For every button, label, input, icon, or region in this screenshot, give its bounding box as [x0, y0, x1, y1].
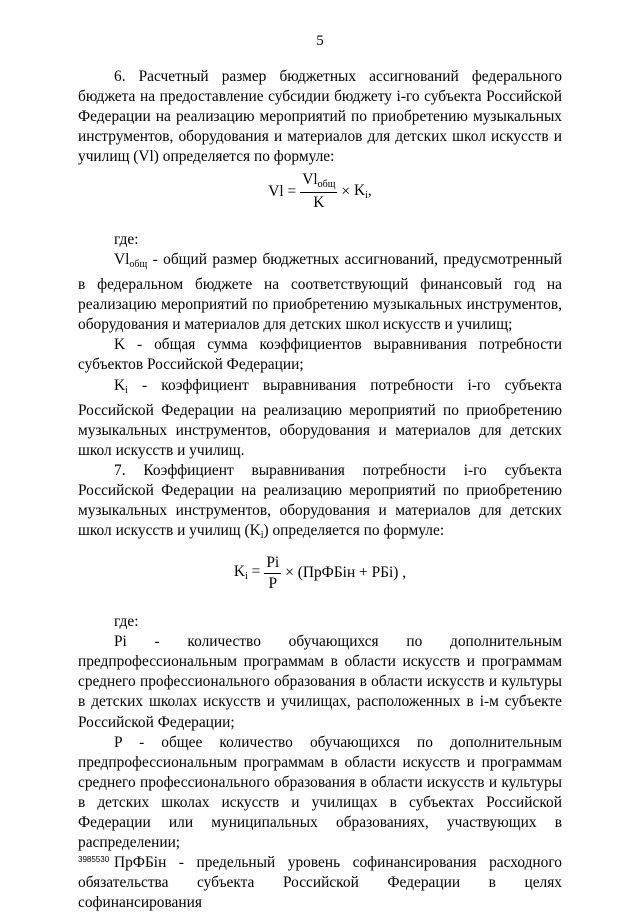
formula-vl-ki: [350, 183, 372, 201]
document-id: 3985530: [78, 855, 110, 864]
ki-tail-text: (ПрФБiн + PБi) ,: [297, 564, 407, 582]
formula-vl-denominator: K: [313, 194, 325, 212]
ki-lhs-subscript: i: [245, 571, 248, 583]
formula-ki-numerator: Pi: [264, 555, 281, 573]
page-number: 5: [316, 33, 324, 49]
definition-vl-obsh: [78, 250, 562, 335]
formula-vl: [78, 172, 562, 210]
where-label-2: где:: [114, 613, 139, 631]
formula-vl-times: ×: [341, 182, 351, 200]
def-ki-text: - коэффициент выравнивания потребности i-го субъекта Российской Федерации на реализацию мероприятий по приобретению музыкальных инструментов, оборудования и материалов для детских школ искусств и училищ.: [78, 376, 562, 459]
formula-vl-numerator: [300, 172, 337, 193]
definition-k: K - общая сумма коэффициентов выравнивания потребности субъектов Российской Федерации;: [78, 336, 562, 374]
formula-ki: [78, 555, 562, 591]
def-vl-symbol: Vl: [114, 250, 130, 268]
numerator-subscript: общ: [317, 179, 336, 191]
p7-text-a: 7. Коэффициент выравнивания потребности i-го субъекта Российской Федерации на реализацию мероприятий по приобретению музыкальных инструментов, оборудования и материалов для детских школ искусств и училищ (K: [78, 461, 562, 540]
ki-lhs-symbol: K: [233, 563, 246, 581]
definition-prfbin: ПрФБiн - предельный уровень софинансирования расходного обязательства субъекта Российской Федерации в целях софинансирования: [78, 854, 562, 912]
document-body: [78, 67, 562, 914]
ki-symbol: K: [353, 181, 366, 199]
formula-ki-times: ×: [285, 564, 294, 582]
definition-ki: [78, 376, 562, 461]
where-label-1: где:: [114, 230, 139, 248]
ki-equals: =: [251, 563, 261, 581]
formula-vl-comma: ,: [367, 181, 372, 199]
def-vl-text: - общий размер бюджетных ассигнований, предусмотренный в федеральном бюджете на соответствующий финансовый год на реализацию мероприятий по приобретению музыкальных инструментов, оборудования и материалов для детских школ искусств и училищ;: [78, 250, 562, 334]
p7-subscript: i: [260, 530, 264, 542]
def-ki-subscript: i: [125, 384, 128, 396]
p7-text-b: ) определяется по формуле:: [263, 522, 445, 540]
definition-p: P - общее количество обучающихся по дополнительным предпрофессиональным программам в области искусств и программам среднего профессионального образования в области искусств и культуры в детских школах искусств и училищах в субъектах Российской Федерации или муниципальных образованиях, участвующих в распределении;: [78, 733, 562, 852]
formula-ki-denominator: P: [268, 574, 278, 592]
formula-ki-tail: [294, 565, 406, 580]
numerator-symbol: Vl: [302, 171, 318, 189]
formula-ki-lhs: [234, 564, 260, 582]
def-ki-symbol: K: [114, 376, 126, 394]
ki-subscript: i: [365, 189, 368, 201]
formula-vl-fraction: [300, 172, 337, 210]
formula-ki-fraction: [264, 555, 281, 591]
definition-pi: Pi - количество обучающихся по дополнительным предпрофессиональным программам в области искусств и программам среднего профессионального образования в области искусств и культуры в детских школах искусств и училищах, расположенных в i-м субъекте Российской Федерации;: [78, 633, 562, 731]
paragraph-7: [78, 461, 562, 546]
paragraph-6: 6. Расчетный размер бюджетных ассигнований федерального бюджета на предоставление субсидии бюджету i-го субъекта Российской Федерации на реализацию мероприятий по приобретению музыкальных инструментов, оборудования и материалов для детских школ искусств и училищ (Vl) определяется по формуле:: [78, 68, 562, 166]
formula-vl-lhs: Vl =: [268, 182, 297, 200]
def-vl-subscript: общ: [129, 258, 148, 270]
